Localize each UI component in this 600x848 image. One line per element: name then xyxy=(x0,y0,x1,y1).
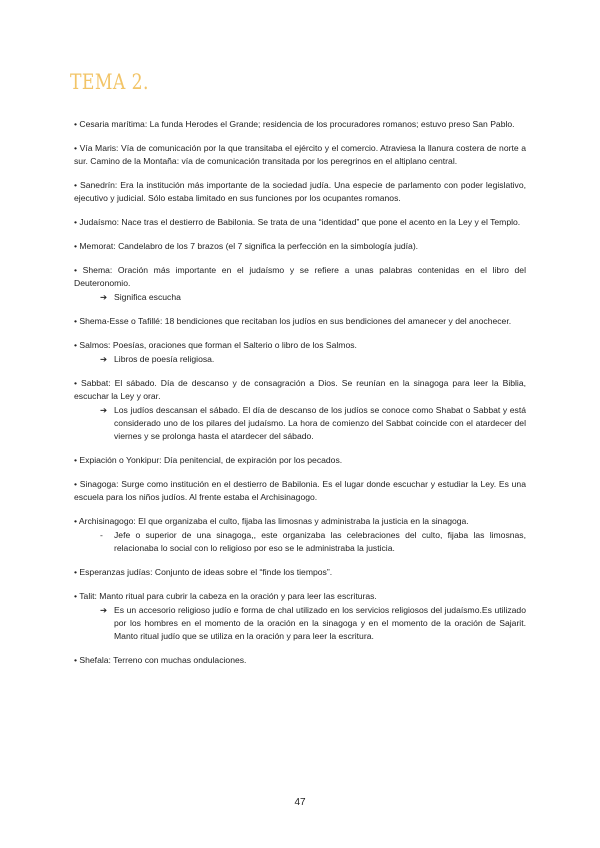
glossary-entry xyxy=(74,566,526,579)
entry-text: • Judaísmo: Nace tras el destierro de Babilonia. Se trata de una “identidad” que pone el acento en la Ley y el Templo. xyxy=(74,217,521,227)
entry-text: • Vía Maris: Vía de comunicación por la que transitaba el ejército y el comercio. Atraviesa la llanura costera de norte a sur. Camino de la Montaña: vía de comunicación transitada por los peregrinos en el altiplano central. xyxy=(74,143,526,166)
dash-marker: - xyxy=(100,530,103,540)
glossary-entry xyxy=(74,454,526,467)
glossary-entry xyxy=(74,377,526,443)
sub-point-text: Es un accesorio religioso judío e forma de chal utilizado en los servicios religiosos del judaísmo.Es utilizado por los hombres en el momento de la oración en la sinagoga y en el momento de la oración de Sajarit. Manto ritual judío que se utiliza en la oración y para leer la escritura. xyxy=(114,605,526,641)
sub-point xyxy=(102,291,526,304)
sub-point xyxy=(102,604,526,643)
glossary-entry xyxy=(74,216,526,229)
glossary-entry xyxy=(74,478,526,504)
glossary-entry xyxy=(74,179,526,205)
sub-point xyxy=(102,529,526,555)
glossary-entry xyxy=(74,118,526,131)
page-number: 47 xyxy=(294,797,306,808)
entry-text: • Cesaria marítima: La funda Herodes el Grande; residencia de los procuradores romanos; estuvo preso San Pablo. xyxy=(74,119,515,129)
entry-text: • Memorat: Candelabro de los 7 brazos (el 7 significa la perfección en la simbología judía). xyxy=(74,241,419,251)
entry-text: • Shema-Esse o Tafillé: 18 bendiciones que recitaban los judíos en sus bendiciones del amanecer y del anochecer. xyxy=(74,316,512,326)
page-title: TEMA 2. xyxy=(70,70,149,94)
sub-point xyxy=(102,353,526,366)
entry-text: • Talit: Manto ritual para cubrir la cabeza en la oración y para leer las escrituras. xyxy=(74,591,377,601)
arrow-icon: ➔ xyxy=(100,605,108,615)
entry-text: • Shema: Oración más importante en el judaísmo y se refiere a unas palabras contenidas en el libro del Deuteronomio. xyxy=(74,265,526,288)
glossary-entry xyxy=(74,315,526,328)
entry-text: • Salmos: Poesías, oraciones que forman el Salterio o libro de los Salmos. xyxy=(74,340,357,350)
arrow-icon: ➔ xyxy=(100,292,108,302)
entry-text: • Archisinagogo: El que organizaba el culto, fijaba las limosnas y administraba la justicia en la sinagoga. xyxy=(74,516,469,526)
entry-text: • Sinagoga: Surge como institución en el destierro de Babilonia. Es el lugar donde escuchar y estudiar la Ley. Es una escuela para los niños judíos. Al frente estaba el Archisinagogo. xyxy=(74,479,526,502)
arrow-icon: ➔ xyxy=(100,354,108,364)
arrow-icon: ➔ xyxy=(100,405,108,415)
glossary-entry xyxy=(74,240,526,253)
sub-point-text: Significa escucha xyxy=(114,292,181,302)
entry-text: • Sabbat: El sábado. Día de descanso y de consagración a Dios. Se reunían en la sinagoga para leer la Biblia, escuchar la Ley y orar. xyxy=(74,378,526,401)
glossary-entry xyxy=(74,264,526,304)
glossary-entry xyxy=(74,142,526,168)
sub-point-text: Los judíos descansan el sábado. El día de descanso de los judíos se conoce como Shabat o Sabbat y está considerado uno de los pilares del judaísmo. La hora de comienzo del Sabbat coincide con el atardecer del viernes y se prolonga hasta el atardecer del sábado. xyxy=(114,405,526,441)
glossary-entry xyxy=(74,515,526,555)
entry-text: • Expiación o Yonkipur: Día penitencial, de expiración por los pecados. xyxy=(74,455,343,465)
glossary-entry xyxy=(74,590,526,643)
sub-point xyxy=(102,404,526,443)
entry-text: • Sanedrín: Era la institución más importante de la sociedad judía. Una especie de parlamento con poder legislativo, ejecutivo y judicial. Sólo estaba limitado en sus funciones por los ocupantes romanos. xyxy=(74,180,526,203)
sub-point-text: Jefe o superior de una sinagoga,, este organizaba las celebraciones del culto, fijaba las limosnas, relacionaba lo social con lo religioso por eso se le administraba la justicia. xyxy=(114,530,526,553)
sub-point-text: Libros de poesía religiosa. xyxy=(114,354,215,364)
glossary-entry xyxy=(74,339,526,366)
glossary-entry xyxy=(74,654,526,667)
glossary-list xyxy=(74,118,526,678)
entry-text: • Esperanzas judías: Conjunto de ideas sobre el “finde los tiempos”. xyxy=(74,567,333,577)
entry-text: • Shefala: Terreno con muchas ondulaciones. xyxy=(74,655,247,665)
